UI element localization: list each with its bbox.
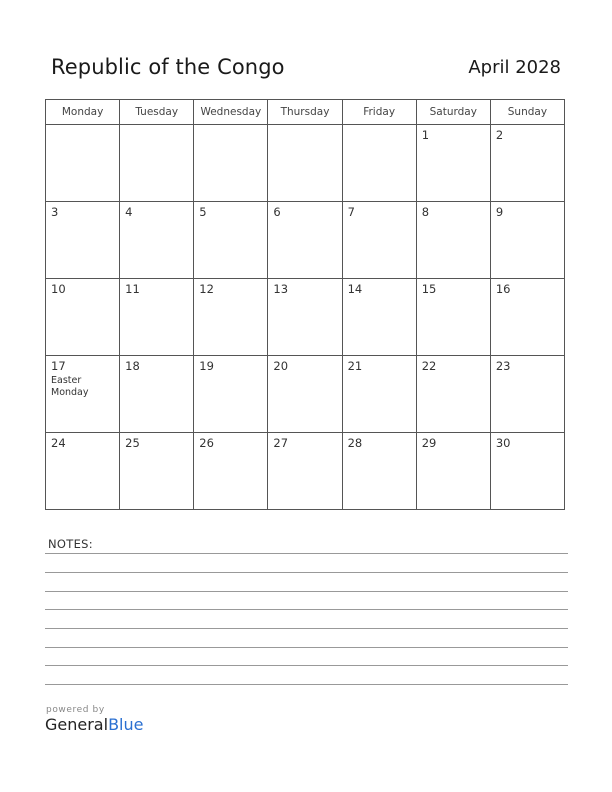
day-number: 13 (273, 282, 289, 296)
day-number: 20 (273, 359, 289, 373)
country-title: Republic of the Congo (51, 55, 285, 79)
notes-line (45, 609, 568, 610)
day-cell (46, 279, 120, 356)
day-cell (490, 433, 564, 510)
day-cell (490, 279, 564, 356)
day-number: 22 (421, 359, 437, 373)
day-cell (268, 433, 342, 510)
day-number: 14 (347, 282, 363, 296)
day-cell (342, 279, 416, 356)
day-number: 1 (421, 128, 430, 142)
day-cell (416, 279, 490, 356)
week-row (46, 202, 565, 279)
notes-line (45, 591, 568, 592)
day-number: 7 (347, 205, 355, 219)
day-cell (120, 202, 194, 279)
weekday-header-wednesday: Wednesday (194, 100, 268, 125)
day-cell (490, 202, 564, 279)
day-number: 26 (199, 436, 214, 450)
brand-logo[interactable] (45, 715, 143, 734)
day-number: 19 (199, 359, 214, 373)
day-cell (416, 433, 490, 510)
day-cell (342, 202, 416, 279)
weekday-header-row (46, 100, 565, 125)
notes-line (45, 628, 568, 629)
weekday-header-friday: Friday (342, 100, 416, 125)
day-cell (46, 202, 120, 279)
week-row (46, 433, 565, 510)
day-cell (490, 125, 564, 202)
day-cell (194, 433, 268, 510)
day-cell (416, 125, 490, 202)
day-number: 29 (421, 436, 437, 450)
day-number: 27 (273, 436, 289, 450)
day-number: 15 (421, 282, 437, 296)
day-cell (268, 356, 342, 433)
day-cell (268, 202, 342, 279)
day-cell (194, 356, 268, 433)
footer-branding (45, 705, 143, 734)
holiday-label: Easter Monday (51, 375, 89, 398)
day-number: 8 (421, 205, 430, 219)
day-cell (120, 279, 194, 356)
day-number: 16 (495, 282, 511, 296)
day-number: 11 (125, 282, 140, 296)
day-number: 9 (495, 205, 504, 219)
day-number: 24 (51, 436, 66, 450)
brand-general-text: General (45, 715, 109, 734)
day-cell (46, 356, 120, 433)
day-cell (120, 433, 194, 510)
empty-day-cell (194, 125, 268, 202)
day-number: 30 (495, 436, 511, 450)
day-cell (194, 279, 268, 356)
day-number: 28 (347, 436, 363, 450)
calendar-grid (45, 99, 565, 510)
day-number: 5 (199, 205, 207, 219)
day-number: 17 (51, 359, 66, 373)
day-number: 21 (347, 359, 363, 373)
notes-line (45, 684, 568, 685)
month-year-title: April 2028 (468, 57, 561, 78)
day-number: 2 (495, 128, 504, 142)
week-row (46, 356, 565, 433)
week-row (46, 279, 565, 356)
day-cell (490, 356, 564, 433)
day-cell (120, 356, 194, 433)
day-number: 4 (125, 205, 133, 219)
notes-line (45, 665, 568, 666)
empty-day-cell (46, 125, 120, 202)
day-cell (268, 279, 342, 356)
week-row (46, 125, 565, 202)
day-cell (342, 356, 416, 433)
day-cell (342, 433, 416, 510)
notes-line (45, 553, 568, 554)
day-cell (416, 356, 490, 433)
day-number: 18 (125, 359, 140, 373)
notes-line (45, 572, 568, 573)
day-number: 25 (125, 436, 140, 450)
day-number: 10 (51, 282, 66, 296)
empty-day-cell (268, 125, 342, 202)
day-number: 6 (273, 205, 281, 219)
brand-blue-text: Blue (108, 715, 144, 734)
notes-line (45, 647, 568, 648)
day-cell (46, 433, 120, 510)
weekday-header-saturday: Saturday (416, 100, 490, 125)
empty-day-cell (120, 125, 194, 202)
weekday-header-tuesday: Tuesday (120, 100, 194, 125)
weekday-header-monday: Monday (46, 100, 120, 125)
empty-day-cell (342, 125, 416, 202)
weekday-header-thursday: Thursday (268, 100, 342, 125)
powered-by-label: powered by (46, 705, 105, 715)
day-number: 3 (51, 205, 59, 219)
day-cell (194, 202, 268, 279)
day-cell (416, 202, 490, 279)
day-number: 23 (495, 359, 511, 373)
weekday-header-sunday: Sunday (490, 100, 564, 125)
day-number: 12 (199, 282, 214, 296)
notes-label: NOTES: (48, 537, 93, 551)
